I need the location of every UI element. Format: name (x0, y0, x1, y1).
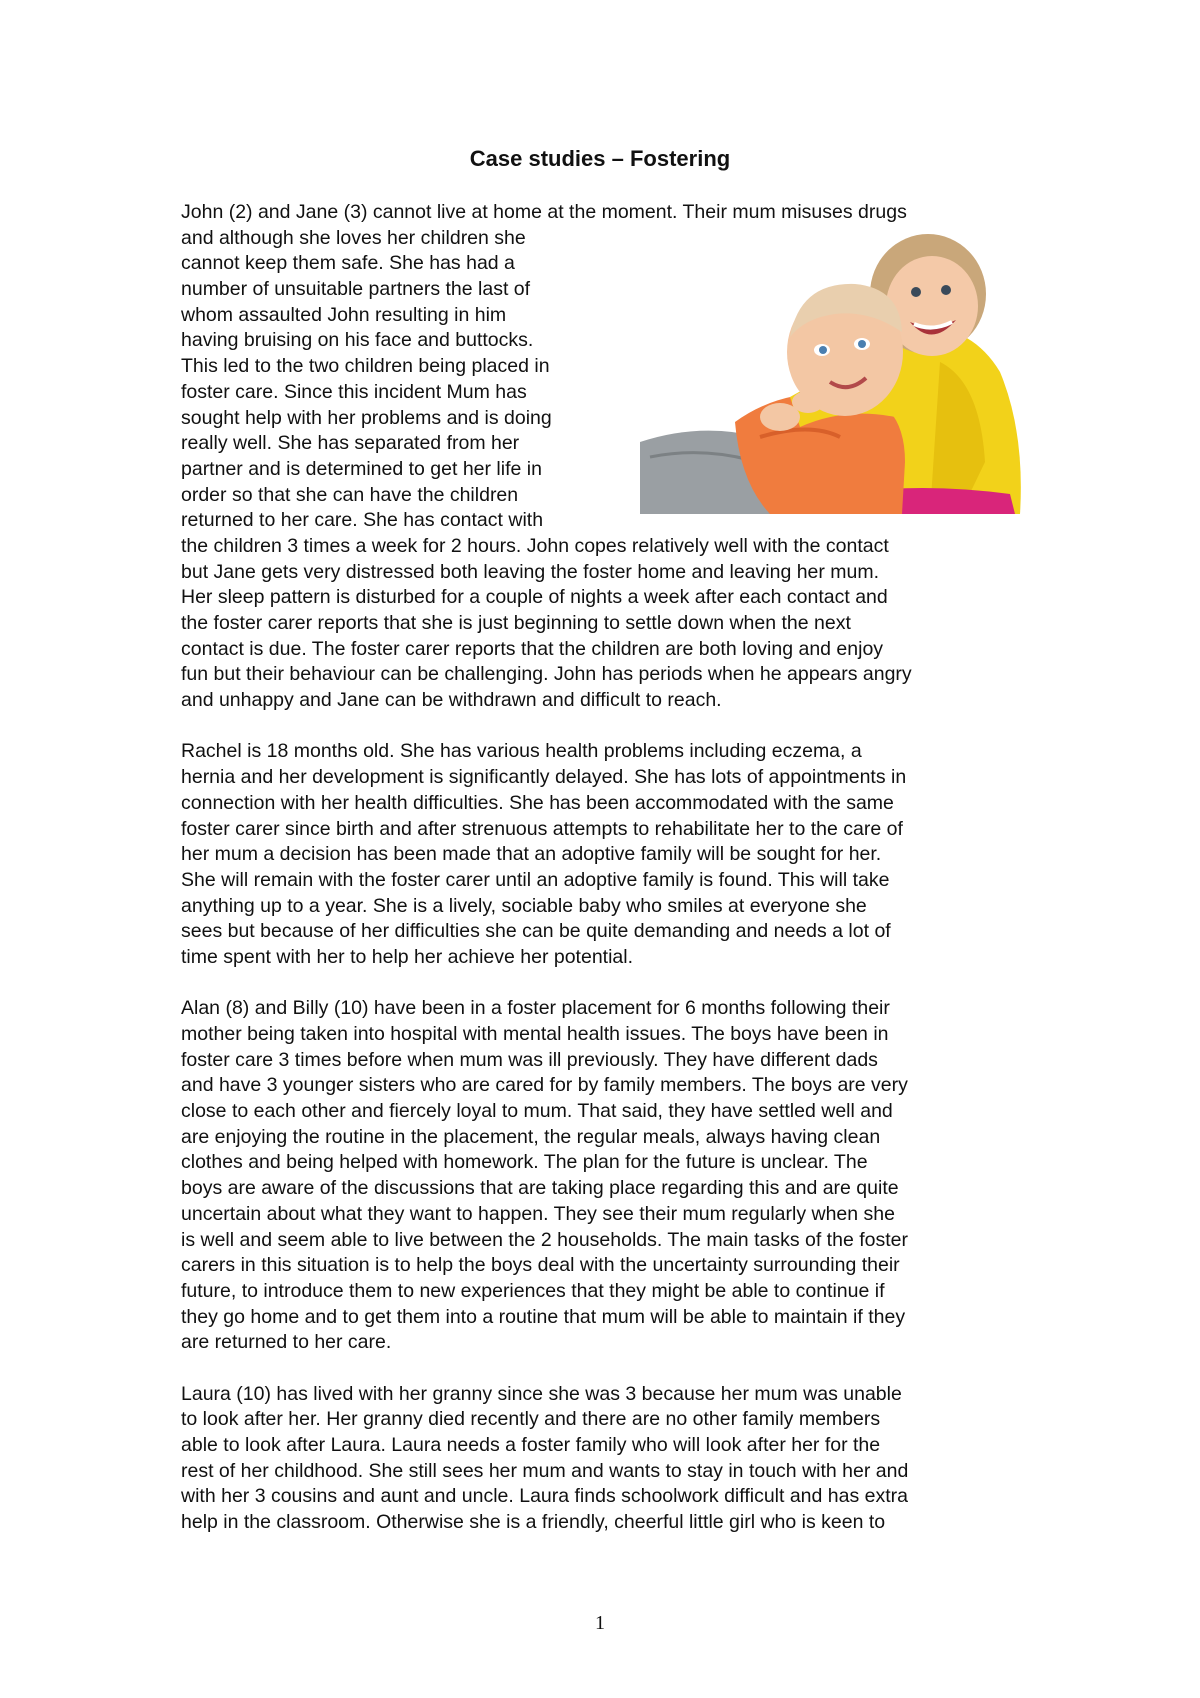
paragraph-spacer (181, 1356, 1021, 1382)
text-line: foster carer since birth and after strenuous attempts to rehabilitate her to the care of (181, 817, 903, 840)
text-line: future, to introduce them to new experiences that they might be able to continue if (181, 1279, 885, 1302)
text-line: cannot keep them safe. She has had a (181, 252, 515, 275)
text-line: able to look after Laura. Laura needs a foster family who will look after her for the (181, 1434, 881, 1456)
text-line: partner and is determined to get her life in (181, 457, 542, 480)
text-line: and although she loves her children she (181, 226, 526, 249)
text-line: boys are aware of the discussions that are taking place regarding this and are quite (181, 1177, 899, 1200)
text-line: anything up to a year. She is a lively, sociable baby who smiles at everyone she (181, 894, 867, 917)
text-line: rest of her childhood. She still sees her mum and wants to stay in touch with her and (181, 1459, 909, 1482)
text-line: the foster carer reports that she is just beginning to settle down when the next (181, 612, 851, 634)
text-line: This led to the two children being placed in (181, 355, 550, 378)
text-line: her mum a decision has been made that an adoptive family will be sought for her. (181, 843, 882, 866)
text-line: sees but because of her difficulties she can be quite demanding and needs a lot of (181, 920, 891, 943)
text-line: whom assaulted John resulting in him (181, 303, 507, 326)
text-line: time spent with her to help her achieve her potential. (181, 945, 634, 968)
text-line: help in the classroom. Otherwise she is a friendly, cheerful little girl who is keen to (181, 1511, 886, 1534)
document-body (181, 200, 1021, 1536)
text-line: are enjoying the routine in the placement, the regular meals, always having clean (181, 1125, 881, 1148)
text-line: they go home and to get them into a routine that mum will be able to maintain if they (181, 1305, 906, 1328)
text-line: sought help with her problems and is doing (181, 406, 552, 429)
text-line: close to each other and fiercely loyal to mum. That said, they have settled well and (181, 1100, 893, 1123)
text-line: Her sleep pattern is disturbed for a couple of nights a week after each contact and (181, 586, 888, 609)
text-line: having bruising on his face and buttocks. (181, 329, 534, 352)
text-line: foster care 3 times before when mum was ill previously. They have different dads (181, 1048, 878, 1071)
text-line: Rachel is 18 months old. She has various health problems including eczema, a (181, 740, 862, 763)
text-line: mother being taken into hospital with mental health issues. The boys have been in (181, 1023, 889, 1045)
text-line: carers in this situation is to help the boys deal with the uncertainty surrounding their (181, 1254, 900, 1277)
text-line: Laura (10) has lived with her granny since she was 3 because her mum was unable (181, 1382, 902, 1405)
text-line: John (2) and Jane (3) cannot live at home at the moment. Their mum misuses drugs (181, 201, 907, 223)
text-line: uncertain about what they want to happen. They see their mum regularly when she (181, 1202, 895, 1225)
text-line: connection with her health difficulties. She has been accommodated with the same (181, 791, 894, 814)
paragraph-john-jane (181, 200, 1021, 714)
text-line: are returned to her care. (181, 1331, 392, 1354)
text-line: hernia and her development is significantly delayed. She has lots of appointments in (181, 766, 907, 789)
paragraph-laura (181, 1382, 1021, 1536)
text-line: and have 3 younger sisters who are cared for by family members. The boys are very (181, 1074, 908, 1097)
text-line: clothes and being helped with homework. The plan for the future is unclear. The (181, 1151, 868, 1174)
page-title: Case studies – Fostering (469, 146, 731, 171)
text-line: contact is due. The foster carer reports that the children are both loving and enjoy (181, 637, 884, 660)
text-line: Alan (8) and Billy (10) have been in a foster placement for 6 months following their (181, 997, 890, 1020)
text-line: but Jane gets very distressed both leaving the foster home and leaving her mum. (181, 560, 880, 583)
paragraph-alan-billy (181, 996, 1021, 1356)
paragraph-rachel (181, 739, 1021, 970)
text-line: foster care. Since this incident Mum has (181, 380, 527, 403)
text-line: number of unsuitable partners the last of (181, 278, 531, 301)
paragraph-spacer (181, 971, 1021, 997)
text-line: to look after her. Her granny died recently and there are no other family members (181, 1408, 881, 1431)
text-line: She will remain with the foster carer until an adoptive family is found. This will take (181, 868, 890, 891)
text-line: really well. She has separated from her (181, 432, 520, 455)
text-line: with her 3 cousins and aunt and uncle. Laura finds schoolwork difficult and has extra (181, 1485, 908, 1508)
text-line: order so that she can have the children (181, 483, 519, 506)
text-line: and unhappy and Jane can be withdrawn and difficult to reach. (181, 689, 722, 712)
paragraph-spacer (181, 714, 1021, 740)
text-line: is well and seem able to live between the 2 households. The main tasks of the foster (181, 1228, 908, 1251)
text-line: returned to her care. She has contact with (181, 509, 544, 532)
text-line: fun but their behaviour can be challenging. John has periods when he appears angry (181, 663, 912, 686)
page-number: 1 (595, 1612, 605, 1634)
text-line: the children 3 times a week for 2 hours. John copes relatively well with the contact (181, 534, 889, 557)
